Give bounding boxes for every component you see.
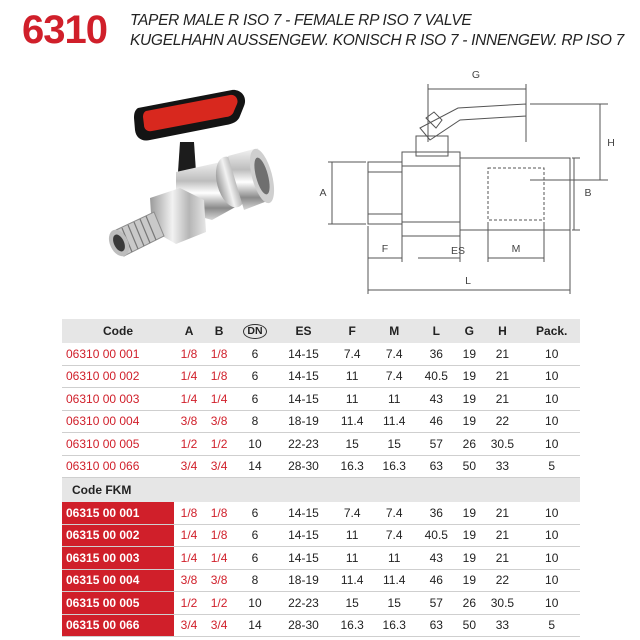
- spec-value: 21: [481, 365, 523, 388]
- spec-value: 16.3: [331, 455, 373, 478]
- spec-value: 10: [523, 433, 580, 456]
- spec-value: 19: [457, 388, 481, 411]
- spec-value: 50: [457, 614, 481, 637]
- column-header: L: [415, 319, 457, 343]
- spec-value: 10: [523, 524, 580, 547]
- spec-value: 15: [373, 433, 415, 456]
- spec-value: 6: [234, 547, 276, 570]
- spec-value: 11: [331, 547, 373, 570]
- spec-value: 10: [523, 343, 580, 365]
- spec-value: 11.4: [373, 569, 415, 592]
- spec-value: 1/2: [174, 433, 204, 456]
- dim-label-f: F: [381, 243, 389, 255]
- column-header: H: [481, 319, 523, 343]
- article-code: 06310 00 004: [62, 410, 174, 433]
- dim-label-g: G: [471, 69, 481, 81]
- spec-value: 19: [457, 502, 481, 524]
- column-header: B: [204, 319, 234, 343]
- spec-value: 22-23: [276, 592, 331, 615]
- technical-drawing: [308, 62, 618, 312]
- spec-value: 14-15: [276, 524, 331, 547]
- spec-value: 11: [331, 365, 373, 388]
- table-row: [62, 569, 580, 592]
- spec-value: 1/2: [204, 592, 234, 615]
- spec-value: 6: [234, 343, 276, 365]
- spec-value: 1/8: [204, 502, 234, 524]
- spec-value: 1/4: [174, 524, 204, 547]
- spec-value: 16.3: [373, 614, 415, 637]
- spec-value: 63: [415, 614, 457, 637]
- spec-value: 1/2: [174, 592, 204, 615]
- spec-value: 1/4: [174, 365, 204, 388]
- table-row: [62, 592, 580, 615]
- spec-value: 10: [234, 433, 276, 456]
- spec-value: 50: [457, 455, 481, 478]
- spec-value: 1/4: [204, 388, 234, 411]
- spec-value: 19: [457, 365, 481, 388]
- spec-value: 28-30: [276, 614, 331, 637]
- spec-value: 10: [523, 410, 580, 433]
- spec-value: 57: [415, 433, 457, 456]
- spec-value: 1/8: [204, 343, 234, 365]
- spec-value: 3/4: [174, 455, 204, 478]
- spec-value: 19: [457, 410, 481, 433]
- spec-value: 18-19: [276, 569, 331, 592]
- article-code: 06315 00 004: [62, 569, 174, 592]
- section-label: Code FKM: [62, 478, 580, 503]
- column-header: ES: [276, 319, 331, 343]
- spec-value: 19: [457, 343, 481, 365]
- spec-value: 8: [234, 569, 276, 592]
- article-code: 06310 00 002: [62, 365, 174, 388]
- spec-value: 11.4: [331, 410, 373, 433]
- spec-value: 22: [481, 410, 523, 433]
- spec-value: 63: [415, 455, 457, 478]
- spec-value: 7.4: [373, 343, 415, 365]
- spec-value: 26: [457, 433, 481, 456]
- spec-value: 3/4: [204, 455, 234, 478]
- title-english: TAPER MALE R ISO 7 - FEMALE RP ISO 7 VALVE: [130, 12, 472, 29]
- spec-value: 14-15: [276, 343, 331, 365]
- dim-label-a: A: [319, 187, 327, 199]
- spec-value: 1/8: [174, 502, 204, 524]
- spec-value: 6: [234, 502, 276, 524]
- spec-value: 36: [415, 502, 457, 524]
- article-code: 06310 00 001: [62, 343, 174, 365]
- column-header: G: [457, 319, 481, 343]
- spec-value: 11.4: [331, 569, 373, 592]
- column-header: [234, 319, 276, 343]
- spec-value: 10: [523, 592, 580, 615]
- column-header: Code: [62, 319, 174, 343]
- spec-value: 1/4: [174, 388, 204, 411]
- dim-label-es: ES: [450, 245, 466, 257]
- spec-value: 36: [415, 343, 457, 365]
- column-header: A: [174, 319, 204, 343]
- spec-value: 10: [523, 547, 580, 570]
- spec-value: 1/4: [174, 547, 204, 570]
- spec-value: 11: [373, 547, 415, 570]
- spec-value: 14-15: [276, 502, 331, 524]
- table-row: [62, 502, 580, 524]
- spec-value: 14: [234, 455, 276, 478]
- spec-value: 11: [331, 524, 373, 547]
- spec-value: 3/4: [204, 614, 234, 637]
- spec-value: 14-15: [276, 388, 331, 411]
- table-row: [62, 388, 580, 411]
- spec-value: 1/8: [204, 365, 234, 388]
- spec-value: 21: [481, 524, 523, 547]
- dim-label-b: B: [584, 187, 592, 199]
- spec-value: 16.3: [373, 455, 415, 478]
- spec-value: 3/8: [174, 410, 204, 433]
- article-code: 06315 00 003: [62, 547, 174, 570]
- spec-value: 10: [234, 592, 276, 615]
- spec-value: 7.4: [331, 343, 373, 365]
- spec-value: 46: [415, 569, 457, 592]
- table-row: [62, 614, 580, 637]
- spec-value: 7.4: [373, 365, 415, 388]
- spec-value: 19: [457, 569, 481, 592]
- spec-value: 21: [481, 343, 523, 365]
- spec-value: 26: [457, 592, 481, 615]
- spec-value: 33: [481, 455, 523, 478]
- article-code: 06315 00 005: [62, 592, 174, 615]
- spec-value: 30.5: [481, 592, 523, 615]
- spec-value: 21: [481, 388, 523, 411]
- spec-value: 43: [415, 388, 457, 411]
- table-row: [62, 455, 580, 478]
- dim-label-h: H: [607, 137, 615, 149]
- spec-value: 15: [331, 592, 373, 615]
- spec-value: 1/8: [204, 524, 234, 547]
- spec-value: 6: [234, 365, 276, 388]
- article-code: 06310 00 003: [62, 388, 174, 411]
- spec-value: 22-23: [276, 433, 331, 456]
- spec-value: 16.3: [331, 614, 373, 637]
- spec-value: 33: [481, 614, 523, 637]
- spec-value: 21: [481, 502, 523, 524]
- spec-value: 3/8: [204, 410, 234, 433]
- spec-value: 6: [234, 388, 276, 411]
- article-code: 06315 00 001: [62, 502, 174, 524]
- column-header: F: [331, 319, 373, 343]
- spec-value: 3/8: [204, 569, 234, 592]
- column-header: Pack.: [523, 319, 580, 343]
- spec-value: 7.4: [373, 524, 415, 547]
- spec-value: 5: [523, 455, 580, 478]
- spec-value: 3/8: [174, 569, 204, 592]
- spec-value: 14-15: [276, 547, 331, 570]
- spec-value: 11.4: [373, 410, 415, 433]
- spec-value: 11: [331, 388, 373, 411]
- spec-value: 14: [234, 614, 276, 637]
- spec-value: 10: [523, 569, 580, 592]
- spec-value: 8: [234, 410, 276, 433]
- table-row: [62, 547, 580, 570]
- spec-value: 10: [523, 365, 580, 388]
- table-row: [62, 433, 580, 456]
- column-header: M: [373, 319, 415, 343]
- table-row: [62, 524, 580, 547]
- spec-value: 1/8: [174, 343, 204, 365]
- table-row: [62, 410, 580, 433]
- valve-photo: [80, 80, 320, 320]
- table-header-row: [62, 319, 580, 343]
- table-row: [62, 365, 580, 388]
- spec-value: 18-19: [276, 410, 331, 433]
- spec-value: 10: [523, 388, 580, 411]
- spec-value: 22: [481, 569, 523, 592]
- spec-value: 28-30: [276, 455, 331, 478]
- spec-value: 30.5: [481, 433, 523, 456]
- spec-value: 7.4: [331, 502, 373, 524]
- spec-value: 3/4: [174, 614, 204, 637]
- spec-value: 15: [373, 592, 415, 615]
- spec-value: 43: [415, 547, 457, 570]
- product-code: 6310: [22, 8, 107, 52]
- spec-value: 1/2: [204, 433, 234, 456]
- spec-value: 19: [457, 524, 481, 547]
- dim-label-l: L: [465, 275, 471, 287]
- dim-label-m: M: [511, 243, 521, 255]
- fkm-section-header: [62, 478, 580, 503]
- article-code: 06315 00 066: [62, 614, 174, 637]
- spec-value: 1/4: [204, 547, 234, 570]
- spec-value: 5: [523, 614, 580, 637]
- page-header: [0, 0, 640, 60]
- article-code: 06310 00 005: [62, 433, 174, 456]
- spec-value: 46: [415, 410, 457, 433]
- spec-value: 14-15: [276, 365, 331, 388]
- dn-symbol: DN: [243, 324, 266, 339]
- spec-value: 40.5: [415, 524, 457, 547]
- table-row: [62, 343, 580, 365]
- spec-value: 11: [373, 388, 415, 411]
- spec-value: 57: [415, 592, 457, 615]
- spec-value: 19: [457, 547, 481, 570]
- spec-value: 15: [331, 433, 373, 456]
- article-code: 06310 00 066: [62, 455, 174, 478]
- spec-value: 6: [234, 524, 276, 547]
- spec-value: 10: [523, 502, 580, 524]
- article-code: 06315 00 002: [62, 524, 174, 547]
- spec-value: 7.4: [373, 502, 415, 524]
- title-german: KUGELHAHN AUSSENGEW. KONISCH R ISO 7 - INNENGEW. RP ISO 7: [130, 32, 624, 49]
- spec-value: 40.5: [415, 365, 457, 388]
- spec-value: 21: [481, 547, 523, 570]
- spec-table: [62, 319, 580, 637]
